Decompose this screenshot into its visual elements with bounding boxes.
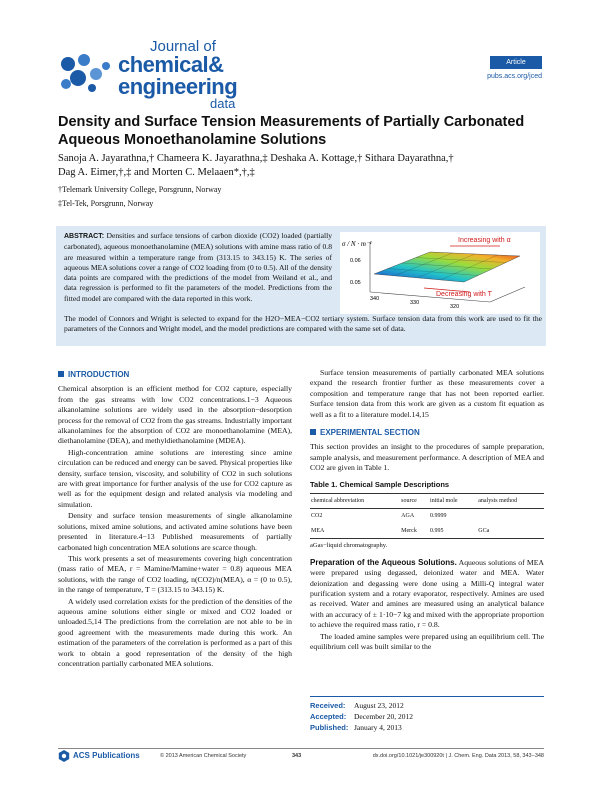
acs-hexagon-icon	[58, 750, 70, 762]
affiliation-1: †Telemark University College, Porsgrunn, Norway	[58, 185, 222, 194]
journal-name-line1: Journal of	[150, 38, 216, 55]
table1-cell: AGA	[401, 513, 415, 520]
accepted-date: December 20, 2012	[354, 712, 413, 721]
table1-cell: 0.995	[429, 524, 477, 539]
table1-cell: MEA	[310, 524, 400, 539]
toc-increasing-label: Increasing with α	[458, 237, 511, 244]
toc-tick-x-3: 320	[450, 304, 460, 310]
footer-divider	[58, 748, 544, 749]
table1-cell: CO2	[311, 513, 323, 520]
authors-line-1: Sanoja A. Jayarathna,† Chameera K. Jayarathna,‡ Deshaka A. Kottage,† Sithara Dayarathna,†	[58, 153, 454, 164]
table1-header: source	[400, 494, 429, 509]
right-column	[310, 368, 544, 653]
table-row	[310, 509, 544, 524]
authors-line-2: Dag A. Eimer,†,‡ and Morten C. Melaaen*,†,‡	[58, 167, 255, 178]
author-list	[58, 152, 538, 180]
affiliation-2: ‡Tel-Tek, Porsgrunn, Norway	[58, 199, 154, 208]
paper-title: Density and Surface Tension Measurements of Partially Carbonated Aqueous Monoethanolamine Solutions	[58, 114, 525, 148]
received-row	[310, 700, 544, 711]
table1-header: chemical abbreviation	[310, 494, 400, 509]
table1-header: initial mole	[429, 494, 477, 509]
footer-page-number: 343	[292, 753, 302, 759]
acs-publications-logo: ACS Publications	[58, 750, 140, 762]
received-date: August 23, 2012	[354, 701, 404, 710]
accepted-row	[310, 711, 544, 722]
introduction-heading: INTRODUCTION	[58, 370, 292, 380]
table1-header: analysis method	[477, 494, 544, 509]
section-square-icon	[58, 371, 64, 377]
journal-name-line4: data	[210, 96, 236, 111]
preparation-heading: Preparation of the Aqueous Solutions.	[310, 557, 457, 567]
section-square-icon	[310, 429, 316, 435]
table1	[310, 493, 544, 539]
toc-tick-y-2: 0.05	[350, 280, 361, 286]
left-column	[58, 368, 292, 670]
abstract-text-continued: The model of Connors and Wright is selected to expand for the H2O−MEA−CO2 tertiary system. Surface tension data from this work are used to fit the parameters of the Connors and Wright model, and the model predictions are compared with the same set of data.	[64, 314, 542, 334]
received-label: Received:	[310, 701, 346, 710]
article-type-badge: Article	[490, 56, 542, 69]
journal-url[interactable]: pubs.acs.org/jced	[487, 73, 542, 80]
abstract-label: ABSTRACT:	[64, 233, 105, 240]
toc-tick-x-1: 340	[370, 296, 380, 302]
intro-paragraph-1: Chemical absorption is an efficient method for CO2 capture, especially from the gas streams with low CO2 concentrations.1−3 Aqueous alkanolamine solutions are widely used in the absorption−desorption process for the removal of CO2 from the gas streams. Industrially important alkanolamines for the absorption of CO2 are monoethanolamine (MEA), diethanolamine (DEA), and methyldiethanolamine (MDEA).	[58, 384, 292, 446]
published-row	[310, 722, 544, 733]
toc-axis-label: σ / N · m⁻¹	[342, 240, 372, 248]
preparation-paragraph-2: The loaded amine samples were prepared using an equilibrium cell. The equilibrium cell was built similar to the	[310, 631, 544, 651]
abstract-part1: Densities and surface tensions of carbon dioxide (CO2) loaded (partially carbonated), aqueous monoethanolamine (MEA) solutions with amine mass ratio of 0.8 are measured within a temperature range from (313.15 to 343.15) K. The series of aqueous MEA solutions cover a range of CO2 loading from (0 to 0.5). All of the density data points are compared with the predictions of the model from Weiland et al., and data regression is performed to fit the parameters of the model. Predictions from the fitted model are compared with the data reported in this work.	[64, 231, 332, 303]
journal-name-line3: engineering	[118, 74, 238, 99]
intro-paragraph-4: This work presents a set of measurements covering high concentration (mass ratio of MEA, r = Mamine/Mamine+water = 0.8) aqueous MEA solutions, with the range of CO2 loading, n(CO2)/n(MEA), α = (0 to 0.5), in the range of temperature, T = (313.15 to 343.15) K.	[58, 553, 292, 595]
table1-cell: 0.9999	[430, 513, 447, 520]
intro-paragraph-5: A widely used correlation exists for the prediction of the densities of the aqueous amine solutions either single or mixed and CO2 loaded or unloaded.5,14 The predictions from the correlation are not able to be in good agreement with the measurements made during this work. An estimation of the parameters of the correlation is performed as a part of this work to obtain a good representation of the density of the high concentration partially carbonated MEA solutions.	[58, 596, 292, 668]
toc-tick-y-1: 0.06	[350, 258, 361, 264]
toc-decreasing-label: Decreasing with T	[436, 291, 492, 298]
table1-cell: GCa	[477, 524, 544, 539]
toc-graphic	[340, 232, 540, 314]
publication-dates	[310, 696, 544, 733]
table1-cell: Merck	[400, 524, 429, 539]
intro-paragraph-2: High-concentration amine solutions are interesting since amine circulation can be reduced and energy can be saved. Physical properties like density, surface tension, viscosity, and solubility of CO2 in such solutions are with great importance for further analysis of the use for CO2 capture as well as for the equipment design and related analysis via modeling and simulation.	[58, 447, 292, 509]
toc-tick-x-2: 330	[410, 300, 420, 306]
table1-cell	[477, 509, 544, 524]
footer-doi[interactable]: dx.doi.org/10.1021/je300920t | J. Chem. Eng. Data 2013, 58, 343−348	[372, 753, 544, 759]
preparation-text-1: Aqueous solutions of MEA were prepared using degassed, deionized water and MEA. Water deionization and degassing were done using a Milli-Q integral water purification system and a rotary evaporator, respectively. Amines are used as received. Water and amines are measured using an analytical balance with an accuracy of ± 1·10−7 kg and mixed with the appropriate proportion to achieve the required mass ratio, r = 0.8.	[310, 557, 544, 630]
journal-molecule-icon	[58, 52, 114, 94]
journal-logo	[58, 38, 288, 111]
published-date: January 4, 2013	[354, 723, 402, 732]
published-label: Published:	[310, 723, 349, 732]
table-row	[310, 524, 544, 539]
table1-title: Table 1. Chemical Sample Descriptions	[310, 479, 450, 489]
table1-footnote: aGas−liquid chromatography.	[310, 542, 388, 550]
preparation-paragraph	[310, 558, 544, 631]
accepted-label: Accepted:	[310, 712, 347, 721]
experimental-paragraph: This section provides an insight to the procedures of sample preparation, sample analysis, and measurement performance. A description of MEA and CO2 are given in Table 1.	[310, 442, 544, 473]
journal-name-line2: chemical&	[118, 52, 224, 77]
experimental-heading: EXPERIMENTAL SECTION	[310, 428, 544, 438]
footer-copyright: © 2013 American Chemical Society	[160, 753, 247, 759]
abstract-text	[64, 231, 332, 304]
intro-continued-paragraph: Surface tension measurements of partially carbonated MEA solutions expand the research frontier further as these measurements cover a composition and temperature range that has not been reported earlier. Surface tension data from this work are given as a custom fit equation as well as a fit to a literature model.14,15	[310, 368, 544, 419]
intro-paragraph-3: Density and surface tension measurements of single alkanolamine solutions, mixed amine solutions, and activated amine solutions have been presented in literature.4−13 Published measurements of partially carbonated high concentration MEA solutions are scarce though.	[58, 511, 292, 552]
